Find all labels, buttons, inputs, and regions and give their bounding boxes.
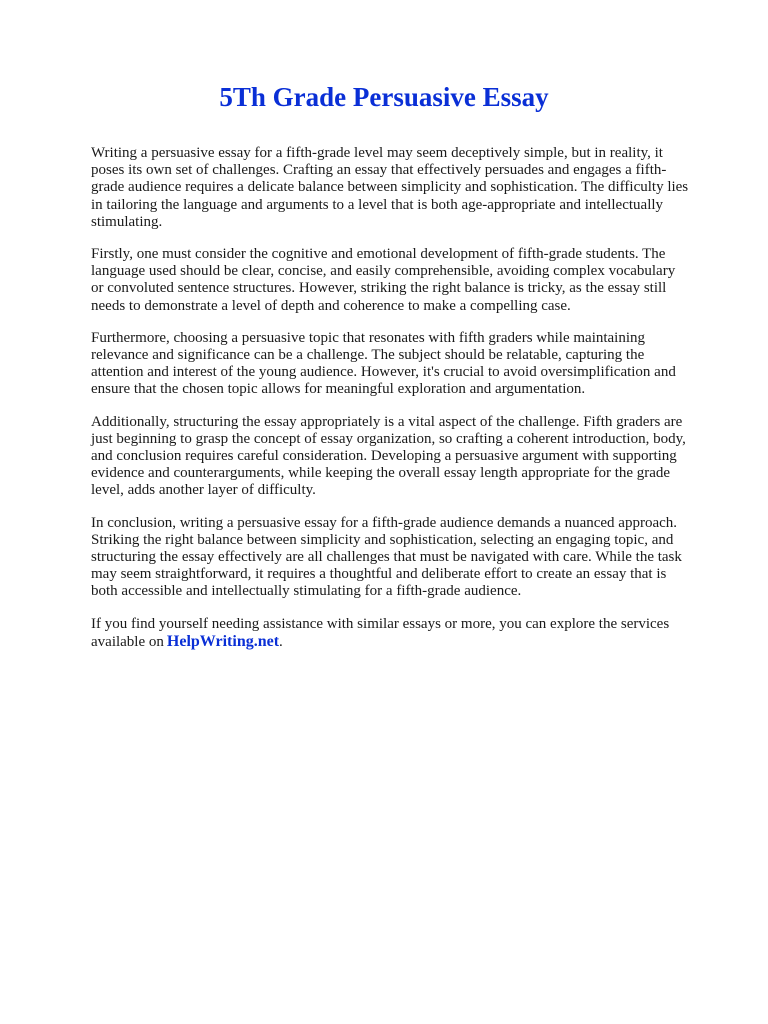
paragraph-5: In conclusion, writing a persuasive essay for a fifth-grade audience demands a nuanced approach. Striking the right balance between simplicity and sophistication, selecting an engaging topic, and structuring the essay effectively are all challenges that must be navigated with care. While the task may seem straightforward, it requires a thoughtful and deliberate effort to create an essay that is both accessible and intellectually stimulating for a fifth-grade audience. [91,514,682,600]
closing-paragraph [91,616,691,651]
page-title: 5Th Grade Persuasive Essay [219,82,549,112]
closing-text: If you find yourself needing assistance with similar essays or more, you can explore the services available on [91,615,670,650]
helpwriting-link[interactable]: HelpWriting.net [166,632,280,650]
paragraph-3: Furthermore, choosing a persuasive topic that resonates with fifth graders while maintaining relevance and significance can be a challenge. The subject should be relatable, capturing the attention and interest of the young audience. However, it's crucial to avoid oversimplification and ensure that the chosen topic allows for meaningful exploration and argumentation. [91,329,676,398]
essay-body [91,145,691,666]
closing-suffix: . [279,633,283,650]
paragraph-4: Additionally, structuring the essay appropriately is a vital aspect of the challenge. Fifth graders are just beginning to grasp the concept of essay organization, so crafting a coherent introduction, body, and conclusion requires careful consideration. Developing a persuasive argument with supporting evidence and counterarguments, while keeping the overall essay length appropriate for the grade level, adds another layer of difficulty. [91,413,686,499]
paragraph-2: Firstly, one must consider the cognitive and emotional development of fifth-grade students. The language used should be clear, concise, and easily comprehensible, avoiding complex vocabulary or convoluted sentence structures. However, striking the right balance is tricky, as the essay still needs to demonstrate a level of depth and coherence to make a compelling case. [91,246,676,314]
paragraph-1: Writing a persuasive essay for a fifth-grade level may seem deceptively simple, but in reality, it poses its own set of challenges. Crafting an essay that effectively persuades and engages a fifth-grade audience requires a delicate balance between simplicity and sophistication. The difficulty lies in tailoring the language and arguments to a level that is both age-appropriate and intellectually stimulating. [91,145,689,230]
